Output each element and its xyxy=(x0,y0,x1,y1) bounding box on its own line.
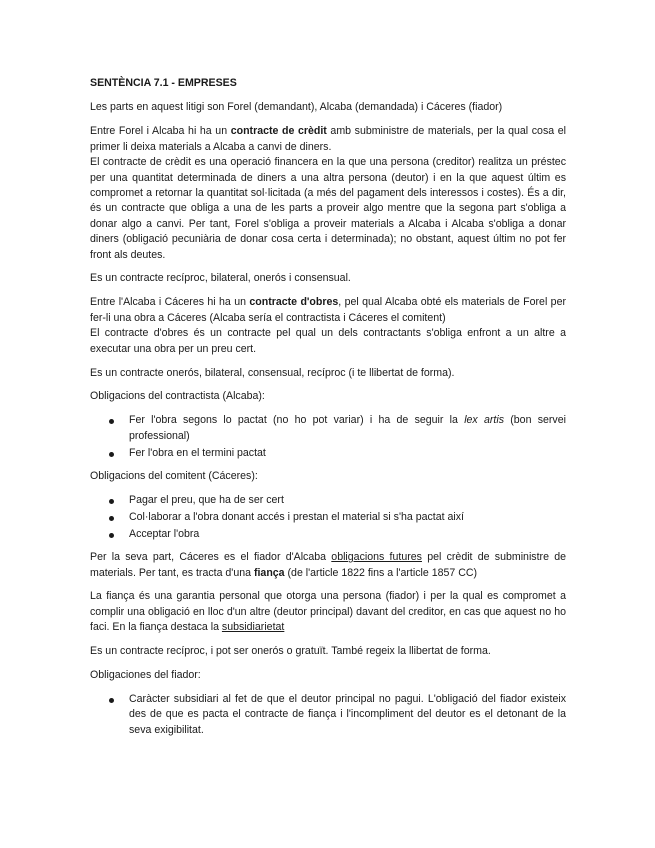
document-page xyxy=(90,76,566,746)
client-obligations-heading: Obligacions del comitent (Cáceres): xyxy=(90,470,258,483)
guarantor-obligations-heading: Obligaciones del fiador: xyxy=(90,669,201,682)
credit-contract-term: contracte de crèdit xyxy=(230,125,327,138)
intro-paragraph: Les parts en aquest litigi son Forel (demandant), Alcaba (demandada) i Cáceres (fiador) xyxy=(90,101,503,114)
credit-contract-definition: El contracte de crèdit es una operació financera en la que una persona (creditor) realitza un préstec per una quantitat determinada de diners a una altra persona (deutor) i en la que aquest últim es compromet a retornar la quantitat sol·licitada (a més del pagament dels interessos i costes). És a dir, és un contracte que obliga a una de les parts a proveir algo mentre que la segona part s'obliga a donar algo a canvi. Per tant, Forel s'obliga a proveir materials a Alcaba i Alcaba s'obliga a donar diners (obligació pecuniària de donar cosa certa i determinada); no obstant, aquest últim no pot fer front als deutes. xyxy=(90,156,566,261)
list-item: Col·laborar a l'obra donant accés i prestan el material si s'ha pactat així xyxy=(129,510,566,525)
credit-nature-paragraph: Es un contracte recíproc, bilateral, onerós i consensual. xyxy=(90,272,351,285)
list-item: Caràcter subsidiari al fet de que el deutor principal no pagui. L'obligació del fiador existeix des de que es pacta el contracte de fiança i l'incompliment del deutor es el detonant de la seva exigibilitat. xyxy=(129,692,566,738)
works-contract-definition: El contracte d'obres és un contracte pel qual un dels contractants s'obliga enfront a un altre a executar una obra per un preu cert. xyxy=(90,327,566,355)
list-item: Pagar el preu, que ha de ser cert xyxy=(129,493,566,508)
client-obligations-list xyxy=(90,493,566,542)
list-item: Fer l'obra en el termini pactat xyxy=(129,446,566,461)
list-item: Fer l'obra segons lo pactat (no ho pot variar) i ha de seguir la lex artis (bon servei professional) xyxy=(129,413,566,444)
credit-contract-text: Entre Forel i Alcaba hi ha un contracte de crèdit amb subministre de materials, per la qual cosa el primer li deixa materials a Alcaba a canvi de diners. xyxy=(90,125,566,153)
works-contract-paragraph xyxy=(90,295,566,357)
document-title: SENTÈNCIA 7.1 - EMPRESES xyxy=(90,77,237,89)
contractor-obligations-heading: Obligacions del contractista (Alcaba): xyxy=(90,390,265,403)
fianca-term: fiança xyxy=(253,566,285,579)
fianca-definition-paragraph: La fiança és una garantia personal que otorga una persona (fiador) i per la qual es compromet a complir una obligació en lloc d'un altre (deutor principal) davant del creditor, en cas que aquest no ho faci. En la fiança destaca la subsidiarietat xyxy=(90,590,566,634)
works-contract-text: Entre l'Alcaba i Cáceres hi ha un contracte d'obres, pel qual Alcaba obté els materials de Forel per fer-li una obra a Cáceres (Alcaba sería el contractista i Cáceres el comitent) xyxy=(90,296,566,324)
contractor-obligations-list xyxy=(90,413,566,461)
guarantor-obligations-list xyxy=(90,692,566,738)
list-item: Acceptar l'obra xyxy=(129,527,566,542)
credit-contract-paragraph xyxy=(90,124,566,263)
works-nature-paragraph: Es un contracte onerós, bilateral, consensual, recíproc (i te llibertat de forma). xyxy=(90,366,455,379)
future-obligations-term: obligacions futures xyxy=(331,551,422,564)
works-contract-term: contracte d'obres xyxy=(249,296,339,309)
subsidiarity-term: subsidiarietat xyxy=(221,621,285,634)
fianca-nature-paragraph: Es un contracte recíproc, i pot ser onerós o gratuït. També regeix la llibertat de forma. xyxy=(90,645,491,658)
guarantor-paragraph: Per la seva part, Cáceres es el fiador d'Alcaba obligacions futures pel crèdit de subministre de materials. Per tant, es tracta d'una fiança (de l'article 1822 fins a l'article 1857 CC) xyxy=(90,551,566,579)
lex-artis-term: lex artis xyxy=(464,414,504,427)
